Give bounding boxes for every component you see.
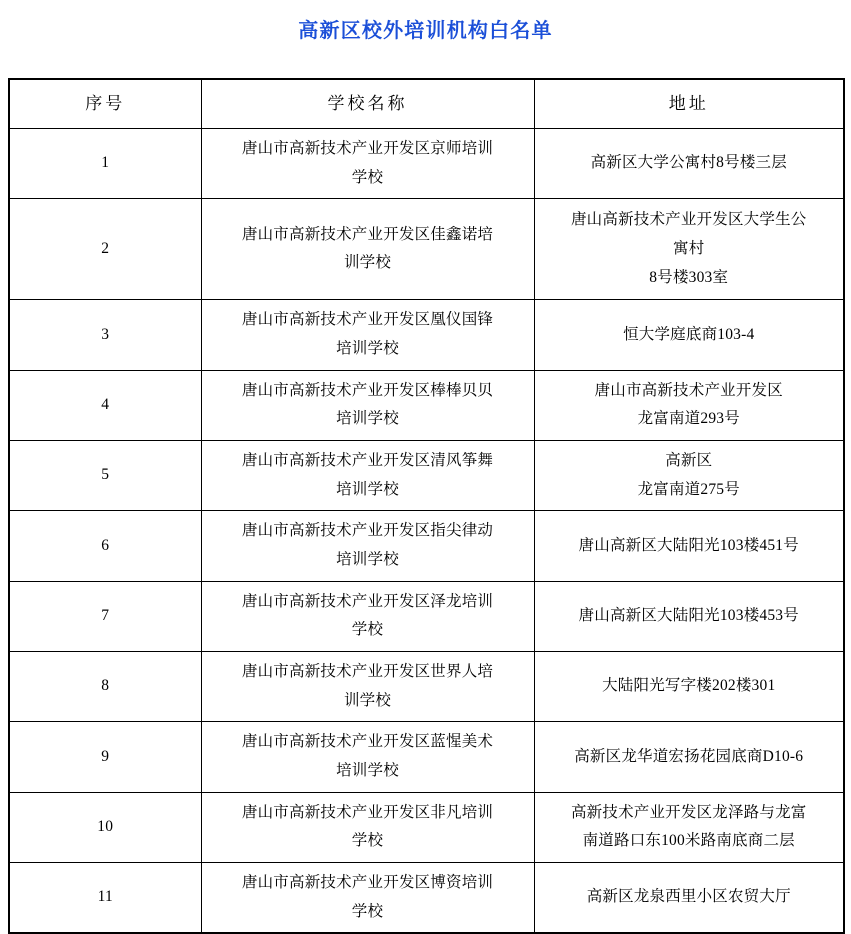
whitelist-table — [8, 78, 845, 934]
cell-school-name — [201, 441, 534, 511]
table-body — [9, 129, 844, 934]
cell-school-name-line: 学校 — [351, 621, 384, 639]
cell-address — [534, 581, 844, 651]
cell-school-name-line: 唐山市高新技术产业开发区世界人培 — [241, 663, 494, 681]
table-row — [9, 129, 844, 199]
cell-school-name-line: 唐山市高新技术产业开发区凰仪国锋 — [241, 311, 494, 329]
cell-index: 6 — [9, 511, 201, 581]
cell-index: 9 — [9, 722, 201, 792]
cell-address-line: 寓村 — [673, 240, 705, 257]
table-row — [9, 199, 844, 300]
column-header-school-name: 学校名称 — [201, 79, 534, 129]
cell-address-lines — [541, 883, 838, 912]
cell-school-name-lines — [208, 799, 528, 856]
cell-address — [534, 129, 844, 199]
cell-address-line: 龙富南道293号 — [637, 410, 740, 428]
cell-address — [534, 300, 844, 370]
cell-address-lines — [541, 743, 838, 772]
cell-address — [534, 199, 844, 300]
whitelist-table-container — [8, 78, 843, 934]
cell-school-name-lines — [208, 869, 528, 926]
table-row — [9, 370, 844, 440]
cell-address-line: 龙富南道275号 — [637, 480, 740, 498]
table-header-row — [9, 79, 844, 129]
cell-school-name-lines — [208, 306, 528, 363]
cell-index: 10 — [9, 792, 201, 862]
table-row — [9, 652, 844, 722]
cell-address-line: 唐山高新技术产业开发区大学生公 — [570, 211, 807, 229]
cell-index: 8 — [9, 652, 201, 722]
cell-school-name-line: 培训学校 — [336, 762, 399, 780]
cell-address-line: 唐山市高新技术产业开发区 — [594, 381, 783, 399]
table-row — [9, 441, 844, 511]
cell-address-lines — [541, 799, 838, 856]
cell-school-name-line: 训学校 — [343, 254, 392, 272]
cell-school-name-lines — [208, 728, 528, 785]
cell-address — [534, 441, 844, 511]
cell-address — [534, 370, 844, 440]
cell-school-name-line: 学校 — [351, 902, 384, 920]
cell-school-name — [201, 652, 534, 722]
cell-school-name-line: 唐山市高新技术产业开发区泽龙培训 — [241, 592, 494, 610]
cell-school-name-line: 唐山市高新技术产业开发区佳鑫诺培 — [241, 225, 494, 243]
cell-school-name-line: 唐山市高新技术产业开发区清风筝舞 — [241, 452, 494, 470]
cell-address-lines — [541, 206, 838, 292]
table-row — [9, 863, 844, 934]
cell-school-name — [201, 581, 534, 651]
cell-school-name — [201, 863, 534, 934]
cell-school-name-line: 学校 — [351, 168, 384, 186]
column-header-address: 地址 — [534, 79, 844, 129]
cell-school-name — [201, 129, 534, 199]
cell-address-line: 高新区大学公寓村8号楼三层 — [590, 154, 787, 172]
cell-school-name — [201, 199, 534, 300]
cell-school-name — [201, 300, 534, 370]
cell-address-lines — [541, 447, 838, 504]
cell-index: 5 — [9, 441, 201, 511]
cell-index: 7 — [9, 581, 201, 651]
cell-school-name-lines — [208, 658, 528, 715]
cell-address-line: 唐山高新区大陆阳光103楼453号 — [578, 607, 799, 625]
cell-school-name — [201, 722, 534, 792]
cell-school-name — [201, 511, 534, 581]
cell-school-name-line: 培训学校 — [336, 480, 399, 498]
cell-address-line: 8号楼303室 — [649, 268, 729, 286]
cell-school-name-lines — [208, 377, 528, 434]
cell-school-name-line: 唐山市高新技术产业开发区蓝惺美术 — [241, 733, 494, 751]
cell-school-name-line: 唐山市高新技术产业开发区京师培训 — [241, 140, 494, 157]
cell-school-name-line: 培训学校 — [336, 340, 399, 358]
cell-address-line: 高新区 — [665, 452, 713, 470]
cell-school-name-line: 培训学校 — [336, 551, 399, 569]
cell-school-name-line: 训学校 — [343, 691, 392, 709]
cell-address-line: 高新区龙华道宏扬花园底商D10-6 — [574, 747, 804, 765]
cell-address — [534, 792, 844, 862]
cell-index: 3 — [9, 300, 201, 370]
cell-address-lines — [541, 149, 838, 178]
cell-address-line: 南道路口东100米路南底商二层 — [582, 832, 795, 850]
cell-school-name-line: 培训学校 — [336, 410, 399, 428]
table-row — [9, 792, 844, 862]
table-row — [9, 300, 844, 370]
cell-address-lines — [541, 377, 838, 434]
cell-address — [534, 722, 844, 792]
cell-index: 1 — [9, 129, 201, 199]
cell-address-lines — [541, 321, 838, 350]
cell-address-lines — [541, 672, 838, 701]
cell-index: 2 — [9, 199, 201, 300]
cell-school-name — [201, 370, 534, 440]
cell-school-name-line: 唐山市高新技术产业开发区指尖律动 — [241, 522, 494, 540]
cell-address-line: 唐山高新区大陆阳光103楼451号 — [578, 536, 799, 554]
cell-address — [534, 511, 844, 581]
cell-school-name-line: 唐山市高新技术产业开发区博资培训 — [241, 874, 494, 892]
cell-address-line: 大陆阳光写字楼202楼301 — [602, 677, 776, 695]
table-row — [9, 511, 844, 581]
cell-school-name-lines — [208, 135, 528, 192]
cell-address-line: 高新技术产业开发区龙泽路与龙富 — [570, 803, 807, 821]
table-row — [9, 722, 844, 792]
table-row — [9, 581, 844, 651]
cell-school-name-line: 唐山市高新技术产业开发区棒棒贝贝 — [241, 381, 494, 399]
cell-school-name-line: 唐山市高新技术产业开发区非凡培训 — [241, 803, 494, 821]
cell-address-lines — [541, 602, 838, 631]
cell-school-name-lines — [208, 447, 528, 504]
cell-address-lines — [541, 532, 838, 561]
cell-index: 11 — [9, 863, 201, 934]
cell-school-name — [201, 792, 534, 862]
column-header-index: 序号 — [9, 79, 201, 129]
cell-index: 4 — [9, 370, 201, 440]
cell-address — [534, 863, 844, 934]
cell-school-name-lines — [208, 517, 528, 574]
cell-school-name-line: 学校 — [351, 832, 384, 850]
cell-school-name-lines — [208, 221, 528, 278]
page-title: 高新区校外培训机构白名单 — [298, 20, 553, 42]
cell-school-name-lines — [208, 588, 528, 645]
cell-address — [534, 652, 844, 722]
cell-address-line: 恒大学庭底商103-4 — [623, 325, 755, 343]
cell-address-line: 高新区龙泉西里小区农贸大厅 — [586, 888, 791, 906]
table-header — [9, 79, 844, 129]
